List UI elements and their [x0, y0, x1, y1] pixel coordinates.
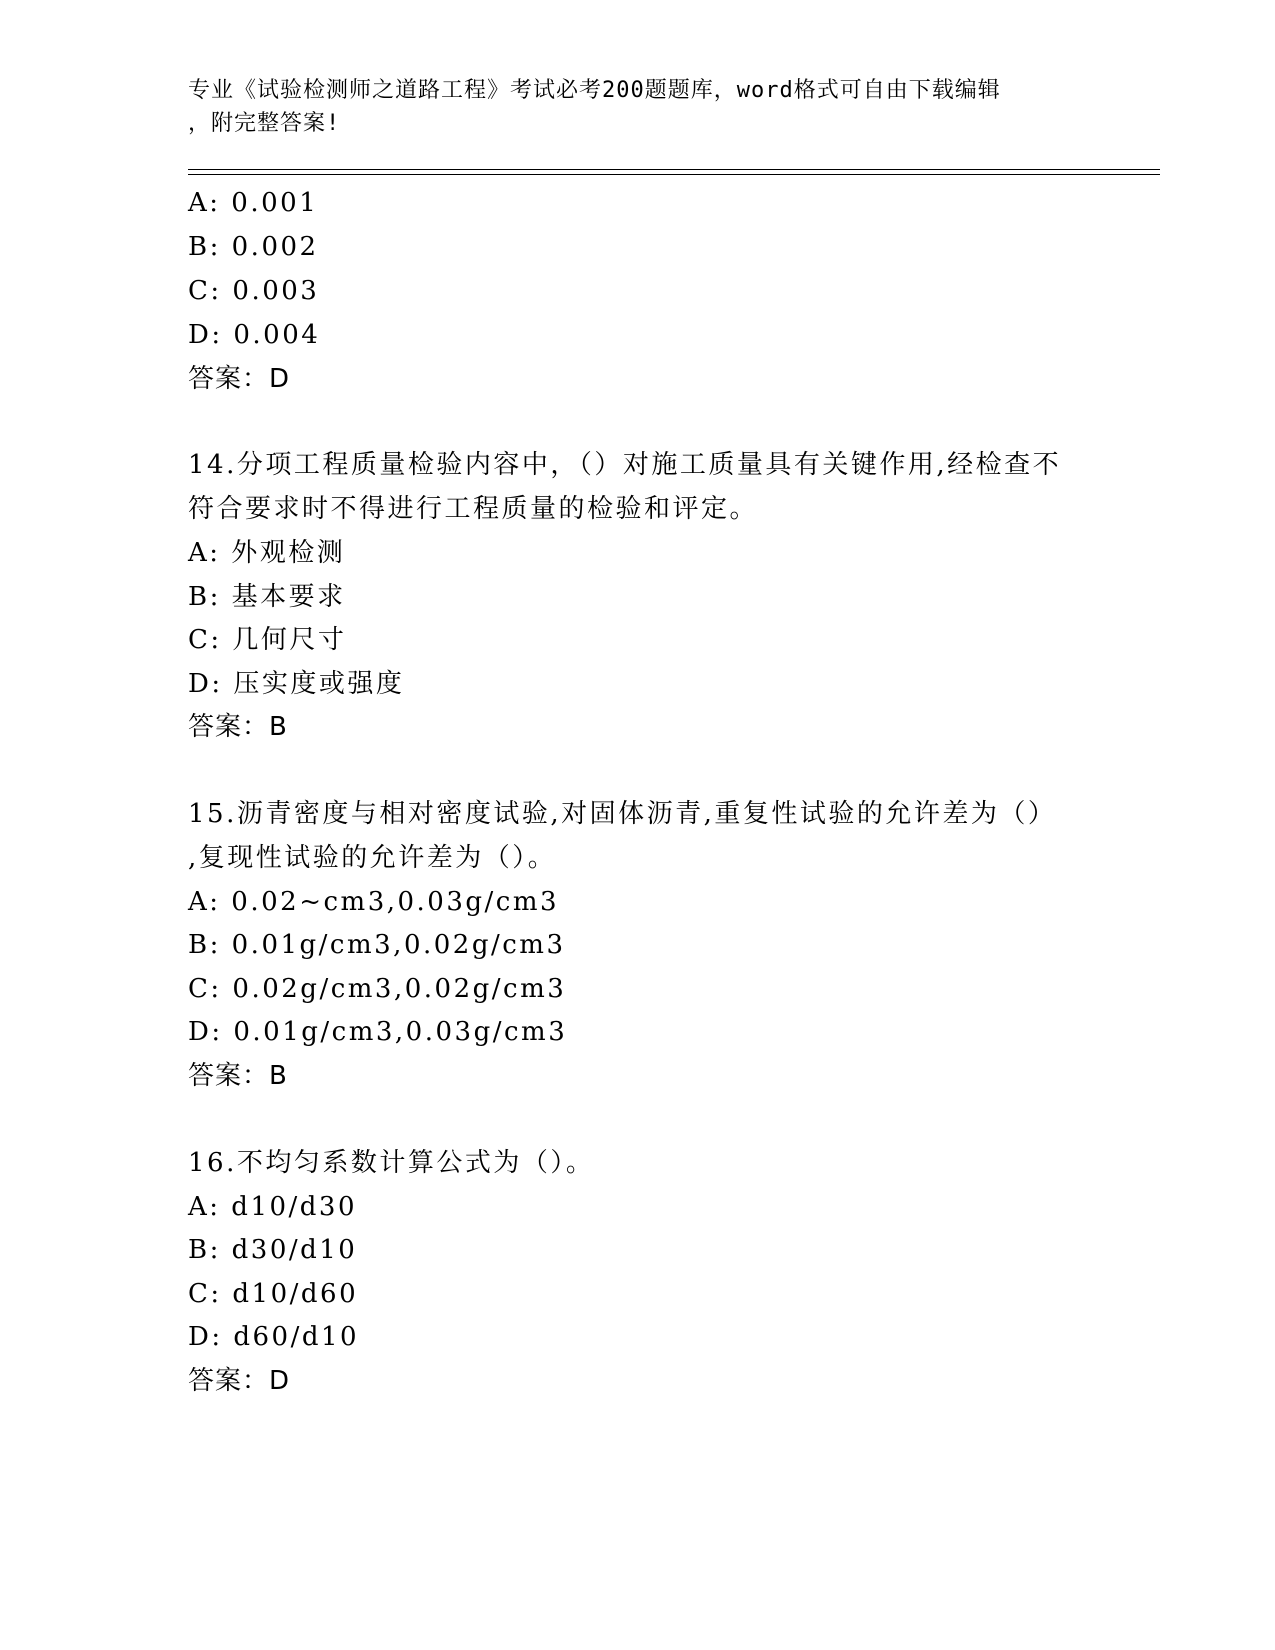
q14-answer: 答案：B — [188, 712, 288, 742]
q13-option-c: C: 0.003 — [188, 276, 320, 306]
q14-option-c: C: 几何尺寸 — [188, 625, 347, 655]
q15-answer: 答案：B — [188, 1061, 288, 1091]
q15-option-a: A: 0.02~cm3,0.03g/cm3 — [188, 887, 560, 917]
q16-stem-line-1: 16.不均匀系数计算公式为（）。 — [188, 1148, 595, 1178]
q16-option-a: A: d10/d30 — [188, 1192, 358, 1222]
q15-option-d: D: 0.01g/cm3,0.03g/cm3 — [188, 1017, 568, 1047]
header-line-1: 专业《试验检测师之道路工程》考试必考200题题库，word格式可自由下载编辑 — [188, 78, 1001, 103]
q16-option-c: C: d10/d60 — [188, 1279, 359, 1309]
q13-option-a: A: 0.001 — [188, 188, 319, 218]
q16-option-d: D: d60/d10 — [188, 1322, 360, 1352]
document-header — [188, 74, 1088, 140]
q15-stem-line-1: 15.沥青密度与相对密度试验,对固体沥青,重复性试验的允许差为（） — [188, 799, 1057, 829]
header-rule-bottom — [188, 174, 1160, 175]
q15-option-c: C: 0.02g/cm3,0.02g/cm3 — [188, 974, 567, 1004]
q14-option-d: D: 压实度或强度 — [188, 669, 405, 699]
q15-stem-line-2: ,复现性试验的允许差为（）。 — [188, 843, 557, 873]
header-rule-top — [188, 169, 1160, 170]
q15-option-b: B: 0.01g/cm3,0.02g/cm3 — [188, 930, 566, 960]
q14-stem-line-2: 符合要求时不得进行工程质量的检验和评定。 — [188, 494, 759, 524]
q13-option-d: D: 0.004 — [188, 320, 321, 350]
q13-option-b: B: 0.002 — [188, 232, 319, 262]
q16-option-b: B: d30/d10 — [188, 1235, 358, 1265]
q13-answer: 答案：D — [188, 364, 291, 394]
q14-stem-line-1: 14.分项工程质量检验内容中，（）对施工质量具有关键作用,经检查不 — [188, 450, 1062, 480]
q14-option-a: A: 外观检测 — [188, 538, 346, 568]
q14-option-b: B: 基本要求 — [188, 582, 346, 612]
header-line-2: ，附完整答案! — [188, 111, 341, 136]
q16-answer: 答案：D — [188, 1366, 291, 1396]
